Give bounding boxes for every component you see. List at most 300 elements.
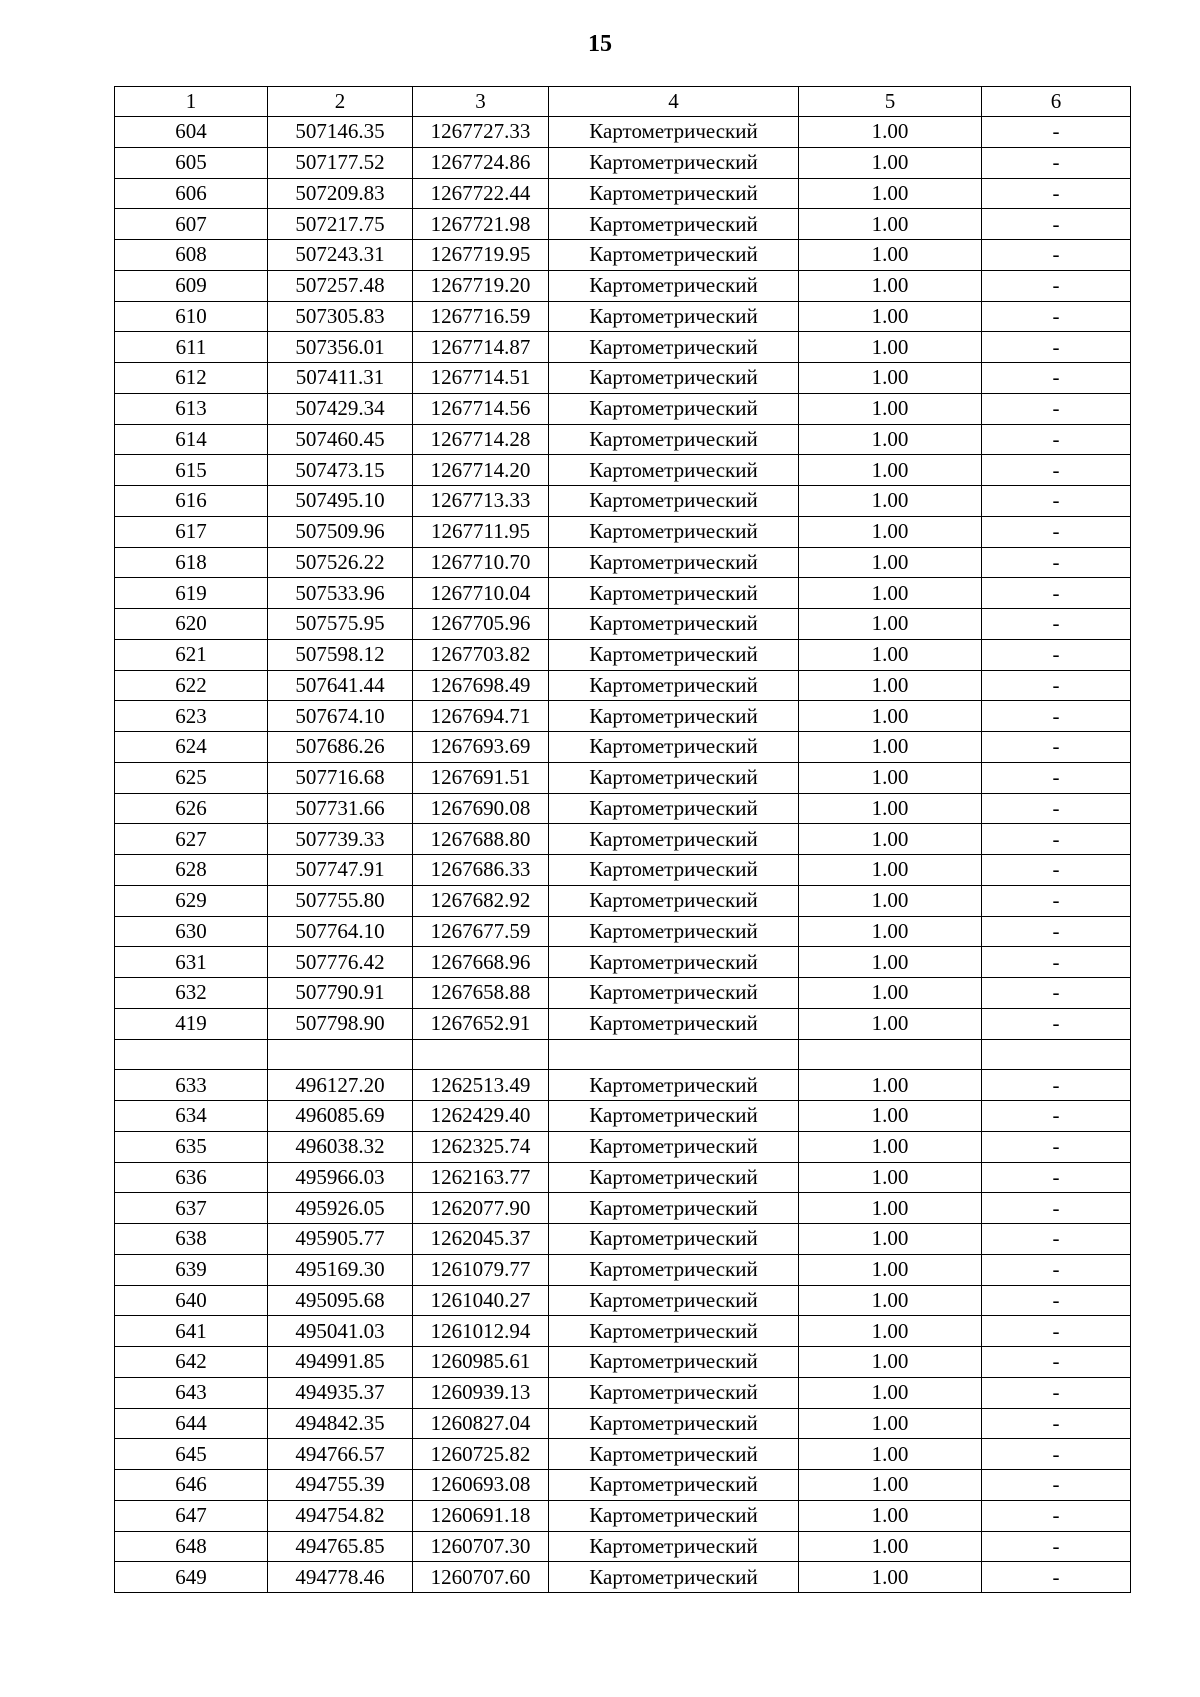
cell-coord-y: 1267716.59	[413, 301, 549, 332]
cell-method: Картометрический	[549, 178, 799, 209]
cell-point-number: 648	[115, 1531, 268, 1562]
cell-method: Картометрический	[549, 1531, 799, 1562]
cell-point-number: 608	[115, 240, 268, 271]
table-row	[115, 270, 1131, 301]
table-row	[115, 1285, 1131, 1316]
table-row	[115, 609, 1131, 640]
table-row	[115, 701, 1131, 732]
cell-coord-y: 1267698.49	[413, 670, 549, 701]
cell-note: -	[982, 1162, 1131, 1193]
cell-accuracy: 1.00	[799, 855, 982, 886]
cell-point-number: 649	[115, 1562, 268, 1593]
cell-coord-y: 1267705.96	[413, 609, 549, 640]
cell-accuracy: 1.00	[799, 824, 982, 855]
cell-coord-y: 1260939.13	[413, 1377, 549, 1408]
table-row	[115, 762, 1131, 793]
cell-method: Картометрический	[549, 240, 799, 271]
cell-point-number: 637	[115, 1193, 268, 1224]
cell-point-number: 632	[115, 978, 268, 1009]
cell-note: -	[982, 209, 1131, 240]
cell-accuracy: 1.00	[799, 1531, 982, 1562]
cell-note: -	[982, 639, 1131, 670]
cell-point-number	[115, 1039, 268, 1070]
cell-accuracy: 1.00	[799, 486, 982, 517]
table-row	[115, 670, 1131, 701]
table-row	[115, 547, 1131, 578]
cell-coord-y: 1260707.60	[413, 1562, 549, 1593]
cell-coord-x: 494754.82	[268, 1500, 413, 1531]
cell-coord-x: 495926.05	[268, 1193, 413, 1224]
cell-point-number: 614	[115, 424, 268, 455]
cell-method: Картометрический	[549, 1224, 799, 1255]
cell-point-number: 612	[115, 363, 268, 394]
cell-coord-y: 1261012.94	[413, 1316, 549, 1347]
cell-coord-x: 507460.45	[268, 424, 413, 455]
cell-coord-x: 507209.83	[268, 178, 413, 209]
cell-note: -	[982, 1316, 1131, 1347]
cell-coord-x: 494766.57	[268, 1439, 413, 1470]
cell-accuracy: 1.00	[799, 209, 982, 240]
cell-point-number: 610	[115, 301, 268, 332]
cell-coord-x: 494991.85	[268, 1347, 413, 1378]
cell-method: Картометрический	[549, 916, 799, 947]
cell-note: -	[982, 117, 1131, 148]
cell-note: -	[982, 1285, 1131, 1316]
cell-note: -	[982, 1193, 1131, 1224]
cell-method	[549, 1039, 799, 1070]
cell-note: -	[982, 732, 1131, 763]
cell-coord-x: 507526.22	[268, 547, 413, 578]
cell-point-number: 606	[115, 178, 268, 209]
cell-coord-x: 507533.96	[268, 578, 413, 609]
table-row	[115, 732, 1131, 763]
cell-coord-x: 507217.75	[268, 209, 413, 240]
cell-coord-x: 507674.10	[268, 701, 413, 732]
cell-note: -	[982, 1070, 1131, 1101]
cell-point-number: 642	[115, 1347, 268, 1378]
cell-coord-x: 507177.52	[268, 147, 413, 178]
table-row	[115, 332, 1131, 363]
cell-coord-y: 1267714.87	[413, 332, 549, 363]
cell-note: -	[982, 793, 1131, 824]
header-col-2: 2	[268, 87, 413, 117]
table-row	[115, 1377, 1131, 1408]
header-col-4: 4	[549, 87, 799, 117]
header-col-5: 5	[799, 87, 982, 117]
cell-coord-x: 507575.95	[268, 609, 413, 640]
cell-accuracy: 1.00	[799, 332, 982, 363]
cell-method: Картометрический	[549, 639, 799, 670]
cell-point-number: 616	[115, 486, 268, 517]
cell-method: Картометрический	[549, 547, 799, 578]
cell-method: Картометрический	[549, 1377, 799, 1408]
cell-method: Картометрический	[549, 1008, 799, 1039]
cell-accuracy: 1.00	[799, 240, 982, 271]
cell-method: Картометрический	[549, 209, 799, 240]
cell-point-number: 615	[115, 455, 268, 486]
table-row	[115, 793, 1131, 824]
cell-accuracy: 1.00	[799, 1008, 982, 1039]
cell-coord-x: 494765.85	[268, 1531, 413, 1562]
cell-coord-x: 495966.03	[268, 1162, 413, 1193]
cell-accuracy: 1.00	[799, 701, 982, 732]
cell-coord-x: 495905.77	[268, 1224, 413, 1255]
cell-point-number: 628	[115, 855, 268, 886]
cell-method: Картометрический	[549, 885, 799, 916]
cell-accuracy: 1.00	[799, 1408, 982, 1439]
cell-coord-y: 1262077.90	[413, 1193, 549, 1224]
cell-point-number: 634	[115, 1101, 268, 1132]
cell-coord-y: 1267658.88	[413, 978, 549, 1009]
table-row	[115, 947, 1131, 978]
cell-accuracy: 1.00	[799, 1500, 982, 1531]
cell-accuracy: 1.00	[799, 1070, 982, 1101]
cell-point-number: 609	[115, 270, 268, 301]
cell-point-number: 605	[115, 147, 268, 178]
cell-coord-y: 1260693.08	[413, 1470, 549, 1501]
cell-accuracy: 1.00	[799, 1285, 982, 1316]
cell-accuracy: 1.00	[799, 147, 982, 178]
cell-note: -	[982, 1254, 1131, 1285]
cell-coord-y: 1260725.82	[413, 1439, 549, 1470]
cell-coord-y: 1261079.77	[413, 1254, 549, 1285]
cell-note: -	[982, 947, 1131, 978]
cell-accuracy: 1.00	[799, 516, 982, 547]
cell-accuracy: 1.00	[799, 547, 982, 578]
cell-method: Картометрический	[549, 486, 799, 517]
cell-method: Картометрический	[549, 270, 799, 301]
cell-method: Картометрический	[549, 824, 799, 855]
coordinates-table	[114, 86, 1131, 1593]
cell-coord-y: 1267714.51	[413, 363, 549, 394]
page-number: 15	[588, 31, 612, 57]
header-col-6: 6	[982, 87, 1131, 117]
cell-point-number: 638	[115, 1224, 268, 1255]
cell-note: -	[982, 547, 1131, 578]
cell-coord-x: 507716.68	[268, 762, 413, 793]
cell-note: -	[982, 147, 1131, 178]
cell-note: -	[982, 178, 1131, 209]
cell-accuracy: 1.00	[799, 1316, 982, 1347]
cell-note: -	[982, 332, 1131, 363]
cell-coord-y: 1267724.86	[413, 147, 549, 178]
cell-coord-x: 507146.35	[268, 117, 413, 148]
cell-coord-x: 507411.31	[268, 363, 413, 394]
cell-coord-y: 1267722.44	[413, 178, 549, 209]
cell-point-number: 625	[115, 762, 268, 793]
cell-accuracy: 1.00	[799, 793, 982, 824]
cell-coord-x: 495041.03	[268, 1316, 413, 1347]
header-row	[115, 87, 1131, 117]
cell-accuracy: 1.00	[799, 639, 982, 670]
cell-accuracy: 1.00	[799, 270, 982, 301]
cell-method: Картометрический	[549, 701, 799, 732]
cell-point-number: 622	[115, 670, 268, 701]
cell-method: Картометрический	[549, 1131, 799, 1162]
cell-coord-y: 1267714.28	[413, 424, 549, 455]
cell-point-number: 629	[115, 885, 268, 916]
cell-accuracy: 1.00	[799, 393, 982, 424]
cell-accuracy: 1.00	[799, 1562, 982, 1593]
cell-method: Картометрический	[549, 1347, 799, 1378]
cell-point-number: 633	[115, 1070, 268, 1101]
cell-coord-x: 507739.33	[268, 824, 413, 855]
table-row	[115, 516, 1131, 547]
table-row	[115, 240, 1131, 271]
cell-coord-x: 507731.66	[268, 793, 413, 824]
cell-method: Картометрический	[549, 855, 799, 886]
table-row	[115, 978, 1131, 1009]
cell-note: -	[982, 516, 1131, 547]
cell-note: -	[982, 1562, 1131, 1593]
cell-method: Картометрический	[549, 1285, 799, 1316]
cell-note: -	[982, 824, 1131, 855]
cell-coord-y: 1262429.40	[413, 1101, 549, 1132]
cell-coord-x: 507641.44	[268, 670, 413, 701]
cell-method: Картометрический	[549, 455, 799, 486]
cell-note: -	[982, 424, 1131, 455]
cell-coord-x: 507755.80	[268, 885, 413, 916]
cell-accuracy: 1.00	[799, 1439, 982, 1470]
cell-accuracy: 1.00	[799, 762, 982, 793]
cell-method: Картометрический	[549, 978, 799, 1009]
table-row	[115, 1347, 1131, 1378]
table-row	[115, 393, 1131, 424]
cell-note: -	[982, 486, 1131, 517]
cell-point-number: 627	[115, 824, 268, 855]
cell-coord-y: 1267652.91	[413, 1008, 549, 1039]
cell-point-number: 618	[115, 547, 268, 578]
cell-accuracy: 1.00	[799, 424, 982, 455]
cell-method: Картометрический	[549, 1316, 799, 1347]
cell-note: -	[982, 1439, 1131, 1470]
table-header	[115, 87, 1131, 117]
cell-note: -	[982, 916, 1131, 947]
cell-accuracy: 1.00	[799, 455, 982, 486]
cell-point-number: 640	[115, 1285, 268, 1316]
cell-point-number: 617	[115, 516, 268, 547]
cell-method: Картометрический	[549, 793, 799, 824]
table-row	[115, 178, 1131, 209]
cell-coord-y: 1267711.95	[413, 516, 549, 547]
cell-method: Картометрический	[549, 1500, 799, 1531]
cell-coord-y: 1267713.33	[413, 486, 549, 517]
table-row	[115, 1162, 1131, 1193]
cell-method: Картометрический	[549, 393, 799, 424]
cell-accuracy: 1.00	[799, 1377, 982, 1408]
cell-coord-y	[413, 1039, 549, 1070]
table-row	[115, 824, 1131, 855]
table-row	[115, 1193, 1131, 1224]
cell-method: Картометрический	[549, 1101, 799, 1132]
cell-note: -	[982, 301, 1131, 332]
table-row	[115, 639, 1131, 670]
cell-method: Картометрический	[549, 609, 799, 640]
cell-point-number: 646	[115, 1470, 268, 1501]
cell-coord-y: 1262045.37	[413, 1224, 549, 1255]
cell-point-number: 636	[115, 1162, 268, 1193]
table-body	[115, 117, 1131, 1593]
cell-coord-y: 1267668.96	[413, 947, 549, 978]
cell-accuracy: 1.00	[799, 1162, 982, 1193]
table-row	[115, 424, 1131, 455]
cell-accuracy: 1.00	[799, 1347, 982, 1378]
cell-method: Картометрический	[549, 1562, 799, 1593]
cell-coord-y: 1260691.18	[413, 1500, 549, 1531]
table-row	[115, 1531, 1131, 1562]
cell-coord-y: 1267703.82	[413, 639, 549, 670]
cell-coord-x: 494935.37	[268, 1377, 413, 1408]
table-row	[115, 916, 1131, 947]
cell-coord-x: 496085.69	[268, 1101, 413, 1132]
cell-coord-y: 1262325.74	[413, 1131, 549, 1162]
cell-method: Картометрический	[549, 363, 799, 394]
table-row	[115, 885, 1131, 916]
cell-method: Картометрический	[549, 117, 799, 148]
table-row	[115, 301, 1131, 332]
cell-point-number: 626	[115, 793, 268, 824]
header-col-3: 3	[413, 87, 549, 117]
cell-method: Картометрический	[549, 732, 799, 763]
cell-method: Картометрический	[549, 1470, 799, 1501]
cell-coord-y: 1267719.95	[413, 240, 549, 271]
cell-point-number: 607	[115, 209, 268, 240]
table-row	[115, 455, 1131, 486]
cell-point-number: 641	[115, 1316, 268, 1347]
cell-note: -	[982, 363, 1131, 394]
cell-accuracy: 1.00	[799, 1131, 982, 1162]
table-row	[115, 486, 1131, 517]
cell-coord-y: 1267691.51	[413, 762, 549, 793]
cell-point-number: 645	[115, 1439, 268, 1470]
cell-note: -	[982, 393, 1131, 424]
cell-note: -	[982, 270, 1131, 301]
cell-coord-x: 507429.34	[268, 393, 413, 424]
cell-accuracy: 1.00	[799, 1193, 982, 1224]
cell-note: -	[982, 455, 1131, 486]
cell-accuracy: 1.00	[799, 947, 982, 978]
cell-coord-y: 1267682.92	[413, 885, 549, 916]
cell-coord-y: 1267690.08	[413, 793, 549, 824]
cell-coord-x: 507509.96	[268, 516, 413, 547]
table-row	[115, 1070, 1131, 1101]
cell-point-number: 624	[115, 732, 268, 763]
cell-coord-x	[268, 1039, 413, 1070]
cell-method: Картометрический	[549, 1439, 799, 1470]
cell-coord-x: 507243.31	[268, 240, 413, 271]
cell-point-number: 644	[115, 1408, 268, 1439]
cell-point-number: 631	[115, 947, 268, 978]
cell-coord-x: 496127.20	[268, 1070, 413, 1101]
cell-accuracy: 1.00	[799, 885, 982, 916]
cell-method: Картометрический	[549, 947, 799, 978]
table-row	[115, 147, 1131, 178]
cell-coord-y: 1267710.70	[413, 547, 549, 578]
cell-point-number: 635	[115, 1131, 268, 1162]
cell-accuracy: 1.00	[799, 978, 982, 1009]
table-row	[115, 1101, 1131, 1132]
cell-accuracy: 1.00	[799, 363, 982, 394]
cell-method: Картометрический	[549, 1254, 799, 1285]
cell-accuracy: 1.00	[799, 117, 982, 148]
cell-point-number: 620	[115, 609, 268, 640]
cell-coord-y: 1262513.49	[413, 1070, 549, 1101]
cell-coord-x: 494842.35	[268, 1408, 413, 1439]
cell-accuracy: 1.00	[799, 609, 982, 640]
cell-note: -	[982, 609, 1131, 640]
cell-method: Картометрический	[549, 516, 799, 547]
table-row	[115, 1316, 1131, 1347]
table-row	[115, 209, 1131, 240]
cell-coord-y: 1260707.30	[413, 1531, 549, 1562]
cell-note: -	[982, 1224, 1131, 1255]
cell-accuracy: 1.00	[799, 178, 982, 209]
table-row	[115, 1224, 1131, 1255]
cell-method: Картометрический	[549, 1193, 799, 1224]
cell-accuracy: 1.00	[799, 1470, 982, 1501]
table-row	[115, 1439, 1131, 1470]
cell-point-number: 419	[115, 1008, 268, 1039]
cell-method: Картометрический	[549, 762, 799, 793]
cell-point-number: 613	[115, 393, 268, 424]
cell-method: Картометрический	[549, 301, 799, 332]
cell-note: -	[982, 701, 1131, 732]
cell-accuracy: 1.00	[799, 732, 982, 763]
cell-coord-y: 1260985.61	[413, 1347, 549, 1378]
cell-note: -	[982, 1101, 1131, 1132]
cell-coord-x: 507356.01	[268, 332, 413, 363]
cell-coord-x: 494755.39	[268, 1470, 413, 1501]
table-row	[115, 1254, 1131, 1285]
cell-coord-y: 1267693.69	[413, 732, 549, 763]
cell-coord-y: 1260827.04	[413, 1408, 549, 1439]
table-row	[115, 1039, 1131, 1070]
cell-note: -	[982, 240, 1131, 271]
cell-coord-y: 1267688.80	[413, 824, 549, 855]
table-row	[115, 1131, 1131, 1162]
table-row	[115, 578, 1131, 609]
table-row	[115, 117, 1131, 148]
cell-coord-x: 507764.10	[268, 916, 413, 947]
cell-method: Картометрический	[549, 1070, 799, 1101]
cell-method: Картометрический	[549, 147, 799, 178]
cell-accuracy: 1.00	[799, 1101, 982, 1132]
cell-note: -	[982, 762, 1131, 793]
table-row	[115, 1500, 1131, 1531]
cell-note: -	[982, 855, 1131, 886]
cell-method: Картометрический	[549, 670, 799, 701]
cell-note: -	[982, 578, 1131, 609]
cell-note: -	[982, 1347, 1131, 1378]
cell-point-number: 623	[115, 701, 268, 732]
cell-method: Картометрический	[549, 424, 799, 455]
cell-coord-x: 507473.15	[268, 455, 413, 486]
cell-point-number: 647	[115, 1500, 268, 1531]
table-row	[115, 1562, 1131, 1593]
cell-accuracy: 1.00	[799, 578, 982, 609]
cell-coord-y: 1267719.20	[413, 270, 549, 301]
cell-note: -	[982, 1470, 1131, 1501]
cell-method: Картометрический	[549, 1408, 799, 1439]
cell-coord-x: 495095.68	[268, 1285, 413, 1316]
cell-coord-y: 1267694.71	[413, 701, 549, 732]
cell-coord-x: 507747.91	[268, 855, 413, 886]
cell-coord-y: 1267686.33	[413, 855, 549, 886]
cell-point-number: 619	[115, 578, 268, 609]
cell-method: Картометрический	[549, 332, 799, 363]
cell-point-number: 604	[115, 117, 268, 148]
cell-accuracy: 1.00	[799, 1254, 982, 1285]
